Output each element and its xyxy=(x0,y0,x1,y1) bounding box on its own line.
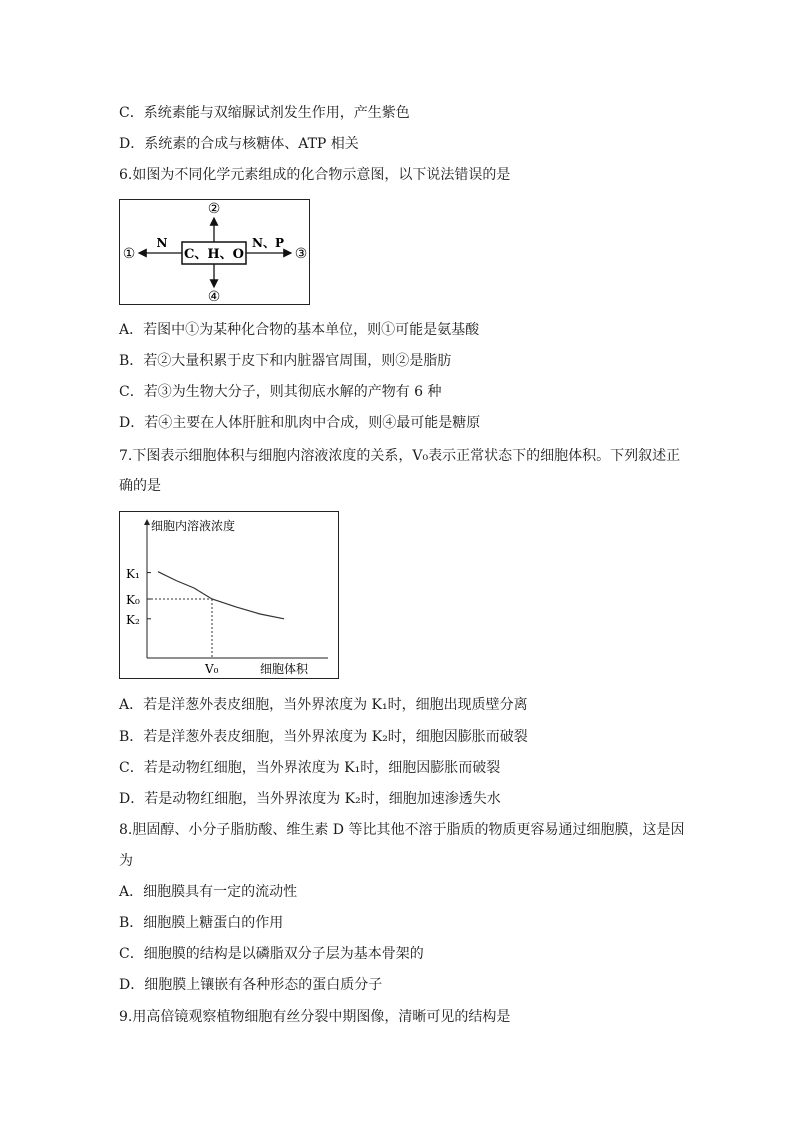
q6-option-b: B．若②大量积累于皮下和内脏器官周围，则②是脂肪 xyxy=(119,353,452,369)
q7-option-a: A．若是洋葱外表皮细胞，当外界浓度为 K₁时，细胞出现质壁分离 xyxy=(119,697,528,713)
y-tick-k0: K₀ xyxy=(126,593,140,607)
q6-option-d: D．若④主要在人体肝脏和肌肉中合成，则④最可能是糖原 xyxy=(119,415,481,431)
q8-option-d: D．细胞膜上镶嵌有各种形态的蛋白质分子 xyxy=(119,977,383,993)
center-label: C、H、O xyxy=(184,247,244,262)
q6-option-a: A．若图中①为某种化合物的基本单位，则①可能是氨基酸 xyxy=(119,322,480,338)
q5-option-d: D．系统素的合成与核糖体、ATP 相关 xyxy=(119,136,359,152)
q7-stem-line1: 7.下图表示细胞体积与细胞内溶液浓度的关系，V₀表示正常状态下的细胞体积。下列叙述正 xyxy=(119,448,681,464)
q7-chart-svg xyxy=(120,512,338,678)
x-axis-label: 细胞体积 xyxy=(260,662,309,676)
q9-stem: 9.用高倍镜观察植物细胞有丝分裂中期图像，清晰可见的结构是 xyxy=(119,1009,511,1025)
x-marker-label: V₀ xyxy=(205,662,219,676)
q7-option-b: B．若是洋葱外表皮细胞，当外界浓度为 K₂时，细胞因膨胀而破裂 xyxy=(119,729,528,745)
q6-diagram-svg xyxy=(120,200,309,304)
y-tick-k2: K₂ xyxy=(126,613,140,627)
q7-stem-line2: 确的是 xyxy=(119,478,161,494)
q7-option-d: D．若是动物红细胞，当外界浓度为 K₂时，细胞加速渗透失水 xyxy=(119,791,501,807)
q6-stem: 6.如图为不同化学元素组成的化合物示意图，以下说法错误的是 xyxy=(119,167,511,183)
q7-chart xyxy=(119,511,339,679)
compound-2-label: ② xyxy=(207,201,221,217)
y-axis-label: 细胞内溶液浓度 xyxy=(151,519,236,533)
q8-stem-line2: 为 xyxy=(119,853,133,869)
q8-option-b: B．细胞膜上糖蛋白的作用 xyxy=(119,915,284,931)
compound-3-label: ③ xyxy=(294,246,308,262)
compound-1-label: ① xyxy=(122,246,136,262)
q8-stem-line1: 8.胆固醇、小分子脂肪酸、维生素 D 等比其他不溶于脂质的物质更容易通过细胞膜，这是因 xyxy=(119,822,685,838)
y-tick-k1: K₁ xyxy=(126,567,140,581)
curve-series xyxy=(158,572,284,619)
compound-4-label: ④ xyxy=(207,289,221,304)
right-element-label: N、P xyxy=(252,236,284,250)
q8-option-c: C．细胞膜的结构是以磷脂双分子层为基本骨架的 xyxy=(119,946,424,962)
q8-option-a: A．细胞膜具有一定的流动性 xyxy=(119,884,298,900)
left-element-label: N xyxy=(156,236,168,250)
q7-option-c: C．若是动物红细胞，当外界浓度为 K₁时，细胞因膨胀而破裂 xyxy=(119,760,501,776)
q6-option-c: C．若③为生物大分子，则其彻底水解的产物有 6 种 xyxy=(119,384,442,400)
q6-diagram xyxy=(119,199,310,305)
q5-option-c: C．系统素能与双缩脲试剂发生作用，产生紫色 xyxy=(119,105,410,121)
